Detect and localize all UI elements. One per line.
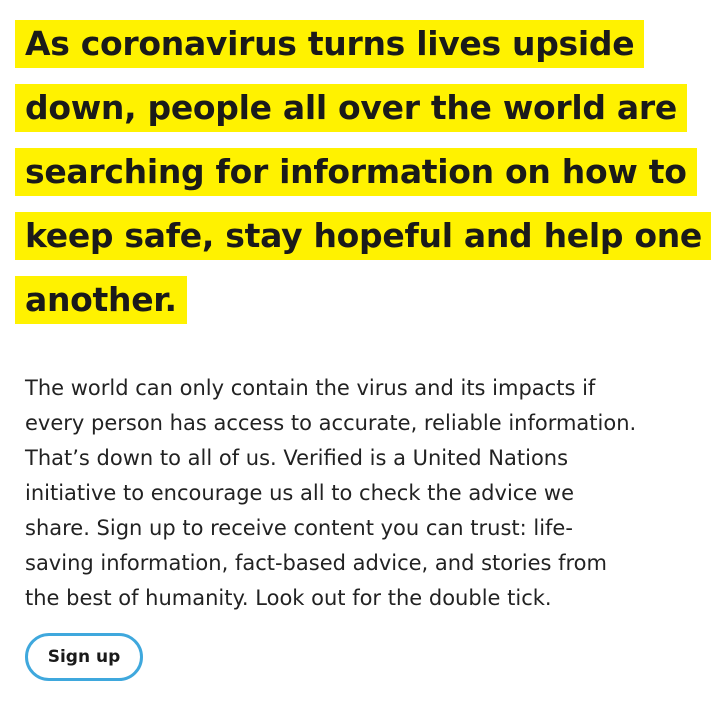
headline-line: [15, 20, 695, 84]
paragraph-line: The world can only contain the virus and its impacts if: [25, 376, 596, 400]
headline: [15, 20, 703, 340]
paragraph-line: share. Sign up to receive content you can trust: life-: [25, 516, 573, 540]
headline-line-text: down, people all over the world are: [15, 84, 687, 132]
intro-paragraph: [25, 371, 695, 616]
headline-line-text: another.: [15, 276, 187, 324]
paragraph-line: That’s down to all of us. Verified is a United Nations: [25, 446, 569, 470]
headline-line: [15, 148, 695, 212]
sign-up-button[interactable]: Sign up: [25, 633, 143, 681]
headline-line-text: As coronavirus turns lives upside: [15, 20, 644, 68]
paragraph-line: initiative to encourage us all to check the advice we: [25, 481, 575, 505]
paragraph-line: every person has access to accurate, reliable information.: [25, 411, 637, 435]
headline-line: [15, 276, 695, 340]
headline-line-text: searching for information on how to: [15, 148, 697, 196]
headline-line: [15, 84, 695, 148]
paragraph-line: saving information, fact-based advice, and stories from: [25, 551, 607, 575]
headline-line-text: keep safe, stay hopeful and help one: [15, 212, 711, 260]
paragraph-line: the best of humanity. Look out for the double tick.: [25, 586, 552, 610]
headline-line: [15, 212, 703, 276]
